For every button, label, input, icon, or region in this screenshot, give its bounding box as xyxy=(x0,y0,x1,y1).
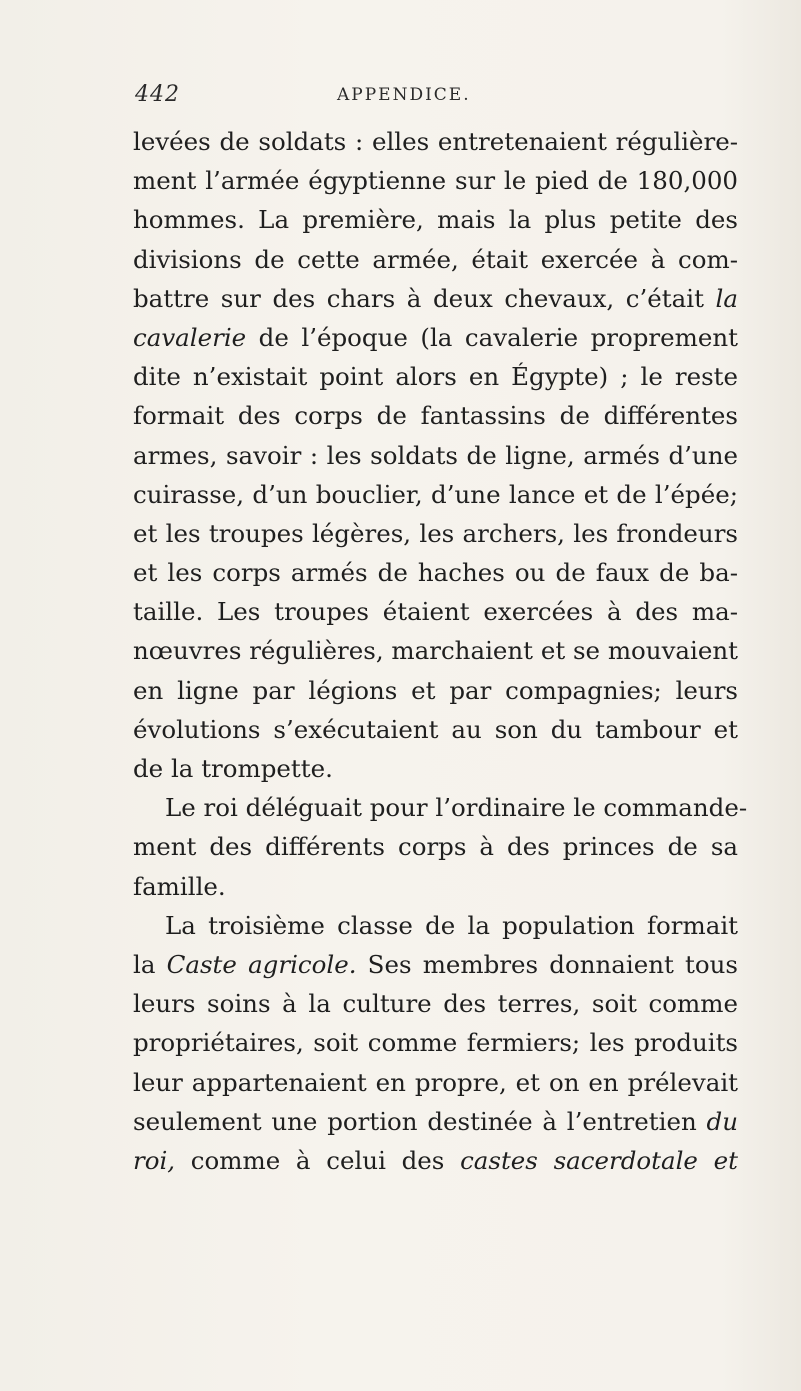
italic-segment: Caste agricole. xyxy=(166,949,357,979)
text-segment: hommes. La première, mais la plus petite des xyxy=(133,205,738,235)
body-text xyxy=(133,122,748,1180)
text-line xyxy=(133,827,738,866)
text-line xyxy=(133,318,738,357)
text-line xyxy=(133,671,738,710)
text-segment: levées de soldats : elles entretenaient régulière- xyxy=(133,127,738,156)
text-line xyxy=(133,1023,738,1062)
text-line xyxy=(133,240,738,279)
text-segment: la xyxy=(133,949,167,979)
text-segment: et les corps armés de haches ou de faux de ba- xyxy=(133,558,738,588)
text-line xyxy=(133,514,738,553)
text-segment: en ligne par légions et par compagnies; leurs xyxy=(133,675,738,705)
text-line xyxy=(133,984,738,1023)
text-line xyxy=(133,475,738,514)
text-line xyxy=(133,788,748,827)
text-segment: Ses membres donnaient tous xyxy=(356,949,738,979)
text-segment: de la trompette. xyxy=(133,754,333,783)
text-segment: propriétaires, soit comme fermiers; les produits xyxy=(133,1028,738,1058)
text-segment: cuirasse, d’un bouclier, d’une lance et de l’épée; xyxy=(133,479,738,509)
text-segment: divisions de cette armée, était exercée à com- xyxy=(133,244,738,274)
text-segment: La troisième classe de la population formait xyxy=(165,910,738,940)
text-segment xyxy=(698,1146,714,1175)
text-segment: comme à celui des xyxy=(175,1145,461,1175)
text-segment: famille. xyxy=(133,871,226,901)
text-segment: ment l’armée égyptienne sur le pied de 180,000 xyxy=(133,166,738,196)
running-head: APPENDICE. xyxy=(337,85,471,105)
text-line xyxy=(133,906,738,945)
text-segment: et les troupes légères, les archers, les frondeurs xyxy=(133,518,738,548)
text-line xyxy=(133,396,738,435)
page-header xyxy=(135,82,675,112)
text-line xyxy=(133,357,738,396)
text-line xyxy=(133,749,738,788)
text-line xyxy=(133,436,738,475)
text-segment: battre sur des chars à deux chevaux, c’était xyxy=(133,283,716,313)
text-line xyxy=(133,710,738,749)
text-segment: leurs soins à la culture des terres, soit comme xyxy=(133,989,738,1019)
text-segment: ment des différents corps à des princes de sa xyxy=(133,832,738,862)
text-line xyxy=(133,1102,738,1141)
text-line xyxy=(133,1063,738,1102)
text-segment: nœuvres régulières, marchaient et se mouvaient xyxy=(133,636,738,666)
text-line xyxy=(133,867,738,906)
text-segment: dite n’existait point alors en Égypte) ; le reste xyxy=(133,362,738,392)
italic-segment: et xyxy=(713,1145,738,1175)
italic-segment: castes sacerdotale xyxy=(460,1145,698,1175)
text-line xyxy=(133,279,738,318)
italic-segment: du xyxy=(706,1106,738,1136)
text-line xyxy=(133,122,738,161)
text-line xyxy=(133,553,738,592)
text-line xyxy=(133,1141,738,1180)
text-segment: seulement une portion destinée à l’entretien xyxy=(133,1106,707,1136)
text-line xyxy=(133,592,738,631)
text-line xyxy=(133,200,738,239)
text-segment: de l’époque (la cavalerie proprement xyxy=(246,322,738,352)
text-line xyxy=(133,161,738,200)
text-line xyxy=(133,631,738,670)
text-segment: leur appartenaient en propre, et on en prélevait xyxy=(133,1067,738,1097)
italic-segment: cavalerie xyxy=(133,322,247,352)
page-number: 442 xyxy=(135,82,180,107)
text-segment: taille. Les troupes étaient exercées à des ma- xyxy=(133,597,738,627)
text-segment: Le roi déléguait pour l’ordinaire le commande- xyxy=(165,793,748,823)
text-line xyxy=(133,945,738,984)
italic-segment: roi, xyxy=(133,1145,176,1175)
text-segment: formait des corps de fantassins de différentes xyxy=(133,401,738,431)
text-segment: armes, savoir : les soldats de ligne, armés d’une xyxy=(133,440,738,470)
italic-segment: la xyxy=(715,283,738,313)
text-segment: évolutions s’exécutaient au son du tambour et xyxy=(133,714,738,744)
